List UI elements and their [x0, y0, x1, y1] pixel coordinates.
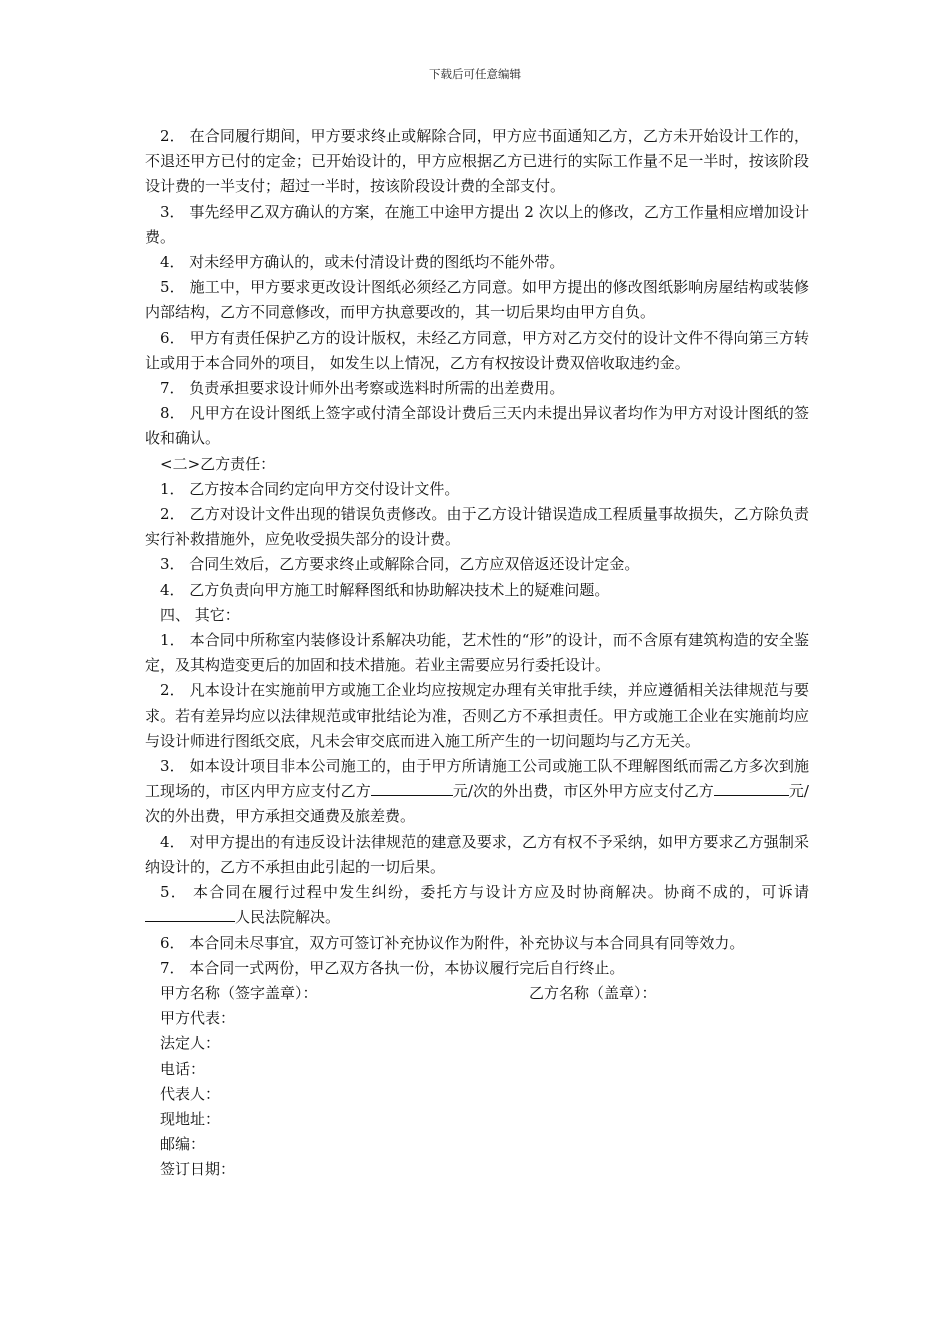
clause-b3: 3． 合同生效后，乙方要求终止或解除合同，乙方应双倍返还设计定金。 [160, 555, 640, 574]
clause-c5 [145, 880, 809, 930]
clause-c2: 2． 凡本设计在实施前甲方或施工企业均应按规定办理有关审批手续，并应遵循相关法律规范与要求。若有差异均应以法律规范或审批结论为准，否则乙方不承担责任。甲方或施工企业在实施前均应与设计师进行图纸交底，凡未会审交底而进入施工所产生的一切问题均与乙方无关。 [145, 681, 809, 750]
clause-c3 [145, 754, 809, 830]
clause-a6: 6． 甲方有责任保护乙方的设计版权，未经乙方同意，甲方对乙方交付的设计文件不得向第三方转让或用于本合同外的项目， 如发生以上情况，乙方有权按设计费双倍收取违约金。 [145, 328, 809, 372]
clause-b4: 4． 乙方负责向甲方施工时解释图纸和协助解决技术上的疑难问题。 [160, 580, 610, 599]
contract-body [145, 124, 809, 1183]
clause-b2: 2． 乙方对设计文件出现的错误负责修改。由于乙方设计错误造成工程质量事故损失，乙方除负责实行补救措施外，应免收受损失部分的设计费。 [145, 505, 809, 549]
field-legal-person: 法定人： [160, 1034, 221, 1053]
section-other-heading: 四、 其它： [160, 605, 240, 624]
party-b-signature-label: 乙方名称（盖章）： [529, 983, 657, 1002]
clause-a5: 5． 施工中，甲方要求更改设计图纸必须经乙方同意。如甲方提出的修改图纸影响房屋结构或装修内部结构，乙方不同意修改，而甲方执意要改的，其一切后果均由甲方自负。 [145, 278, 809, 322]
clause-c3-text-b: 元/次的外出费，市区外甲方应支付乙方 [452, 782, 714, 801]
field-party-a-rep: 甲方代表： [160, 1009, 236, 1028]
clause-a4: 4． 对未经甲方确认的，或未付清设计费的图纸均不能外带。 [160, 253, 565, 272]
clause-a7: 7． 负责承担要求设计师外出考察或选料时所需的出差费用。 [160, 379, 565, 398]
field-postcode: 邮编： [160, 1135, 206, 1154]
section-party-b-heading: <二>乙方责任： [160, 454, 276, 473]
field-sign-date: 签订日期： [160, 1160, 236, 1179]
field-phone: 电话： [160, 1059, 206, 1078]
clause-c3-text-c: 元/次的外出费，甲方承担交通费及旅差费。 [145, 782, 809, 826]
fee-outside-blank[interactable] [714, 779, 789, 796]
clause-c1: 1． 本合同中所称室内装修设计系解决功能，艺术性的“形”的设计，而不含原有建筑构造的安全鉴定，及其构造变更后的加固和技术措施。若业主需要应另行委托设计。 [145, 631, 809, 675]
clause-a3: 3． 事先经甲乙双方确认的方案，在施工中途甲方提出 2 次以上的修改，乙方工作量相应增加设计费。 [145, 202, 809, 246]
clause-c3-text-a: 3． 如本设计项目非本公司施工的，由于甲方所请施工公司或施工队不理解图纸而需乙方多次到施工现场的，市区内甲方应支付乙方 [145, 757, 809, 801]
party-a-signature-label: 甲方名称（签字盖章）： [160, 983, 318, 1002]
clause-a8: 8． 凡甲方在设计图纸上签字或付清全部设计费后三天内未提出异议者均作为甲方对设计图纸的签收和确认。 [145, 404, 809, 448]
clause-c4: 4． 对甲方提出的有违反设计法律规范的建意及要求，乙方有权不予采纳，如甲方要求乙方强制采纳设计的，乙方不承担由此引起的一切后果。 [145, 832, 809, 876]
court-blank[interactable] [145, 905, 235, 922]
page-header: 下载后可任意编辑 [429, 67, 521, 81]
clause-a2: 2． 在合同履行期间，甲方要求终止或解除合同，甲方应书面通知乙方，乙方未开始设计工作的，不退还甲方已付的定金；已开始设计的，甲方应根据乙方已进行的实际工作量不足一半时，按该阶段设计费的一半支付；超过一半时，按该阶段设计费的全部支付。 [145, 127, 809, 196]
clause-c7: 7． 本合同一式两份，甲乙双方各执一份，本协议履行完后自行终止。 [160, 958, 625, 977]
clause-c6: 6． 本合同未尽事宜，双方可签订补充协议作为附件，补充协议与本合同具有同等效力。 [160, 933, 745, 952]
field-representative: 代表人： [160, 1084, 221, 1103]
signature-row [145, 981, 809, 1006]
clause-c5-text-a: 5． 本合同在履行过程中发生纠纷，委托方与设计方应及时协商解决。协商不成的，可诉请 [160, 883, 809, 902]
field-address: 现地址： [160, 1109, 221, 1128]
clause-b1: 1． 乙方按本合同约定向甲方交付设计文件。 [160, 479, 460, 498]
clause-c5-text-b: 人民法院解决。 [235, 908, 341, 927]
fee-city-blank[interactable] [371, 779, 453, 796]
